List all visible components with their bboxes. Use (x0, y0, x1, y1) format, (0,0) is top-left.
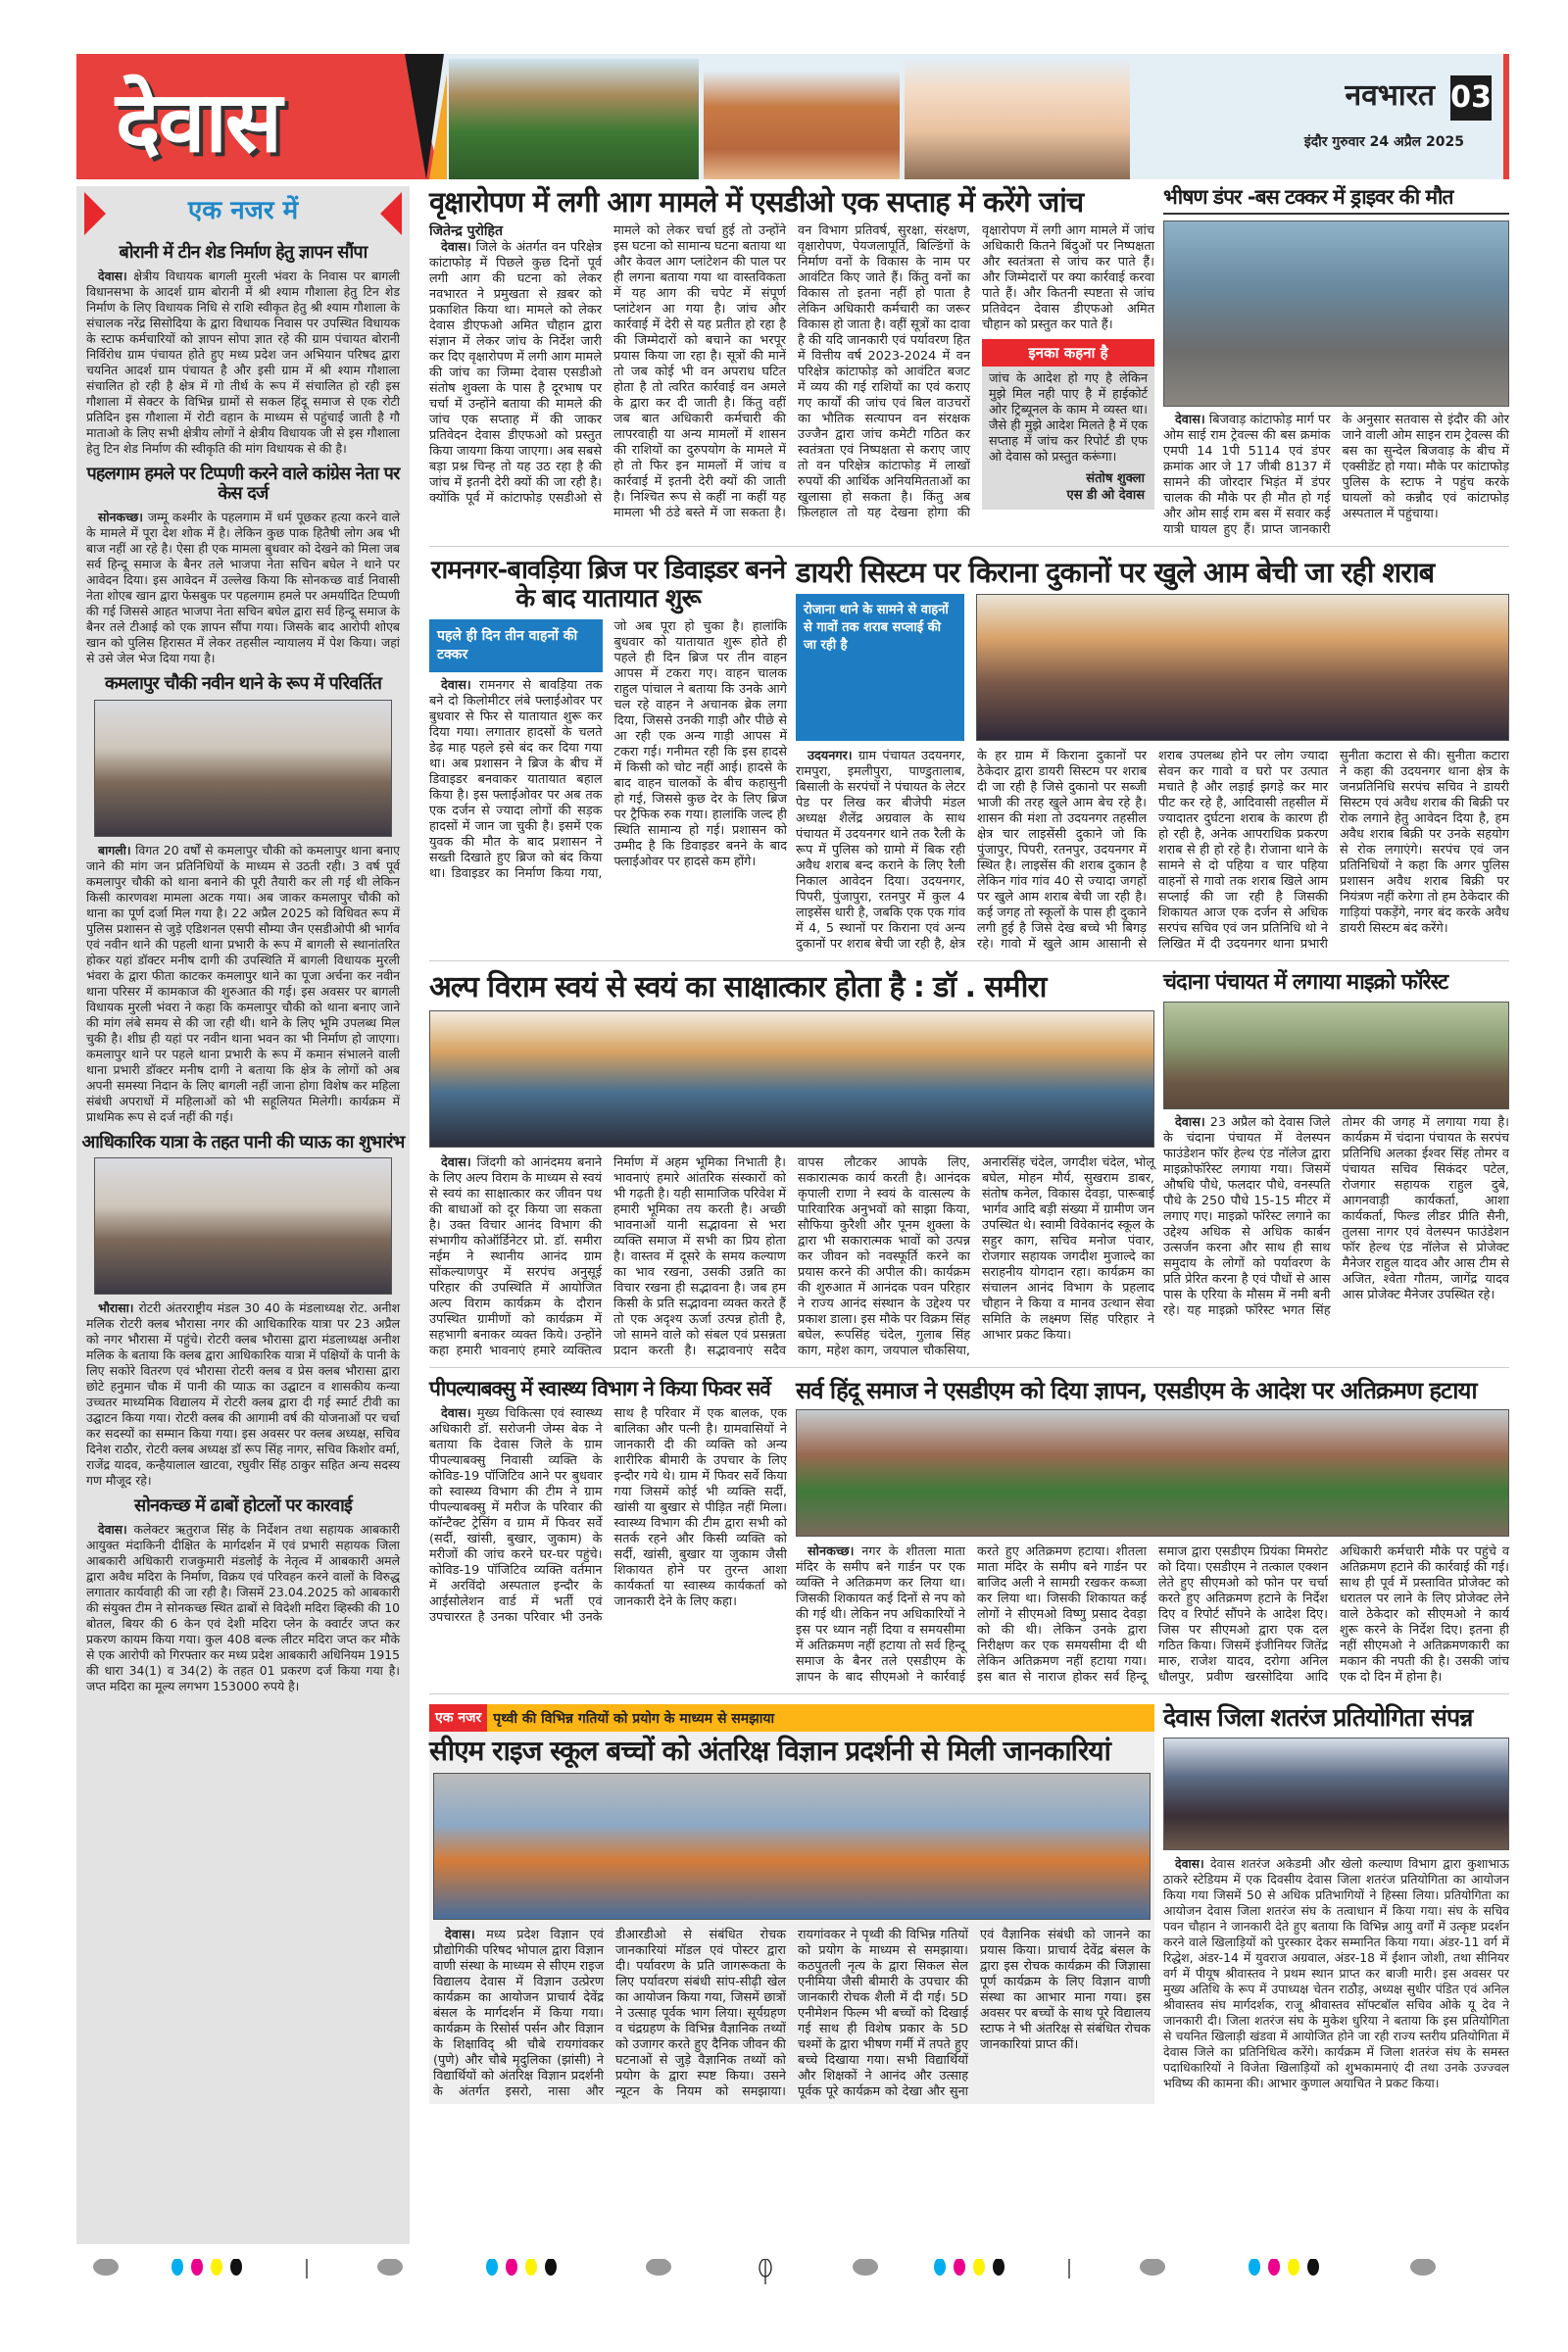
dateline: देवास। (98, 268, 127, 283)
brief-text: क्षेत्रीय विधायक बागली मुरली भंवरा के निवास पर बागली विधानसभा के आदर्श ग्राम बोरानी में श्री श्याम गौशाला हेतु टिन शेड निर्माण के लिए विधायक निधि से राशि स्वीकृत हेतु श्री श्याम गौशाला के संचालक नरेंद्र सिसोदिया के द्वारा विधायक निवास पर उपस्थित विधायक के स्टाफ कर्मचारियों को ज्ञापन सोपा ज्ञात रहे की ग्राम पंचायत बोरानी निर्विरोध ग्राम पंचायत होते हुए मध्य प्रदेश जन अभियान परिषद द्वारा चयनित आदर्श ग्राम पंचायत है और इसी ग्राम में श्री श्याम गौशाला संचालित हो रही है क्षेत्र में गो तीर्थ के रूप में संचालित हो रही इस गौशाला में सेक्टर के विभिन्न ग्रामों से सकल हिंदू समाज से एक रोटी प्रतिदिन इस गौशाला में रोटी वहान के माध्यम से पहुंचाई जाती है गौ माताओ के लिए सभी क्षेत्रीय लोगों ने क्षेत्रीय विधायक जी से इस गौशाला हेतु टिन शेड निर्माण की स्वीकृति की मांग विधायक से की है। (86, 268, 400, 456)
print-registration-marks (0, 2259, 1568, 2298)
headline: डायरी सिस्टम पर किराना दुकानों पर खुले आम बेची जा रही शराब (796, 555, 1435, 589)
headline: देवास जिला शतरंज प्रतियोगिता संपन्न (1163, 1703, 1473, 1733)
brief-story (76, 1496, 410, 1694)
headline: चंदाना पंचायत में लगाया माइक्रो फॉरेस्ट (1163, 969, 1448, 995)
main-news-area (429, 186, 1509, 2244)
news-row (429, 1378, 1509, 1695)
article-chess (1163, 1704, 1509, 2091)
headline: रामनगर-बावड़िया ब्रिज पर डिवाइडर बनने के बाद यातायात शुरू (430, 555, 786, 613)
brief-story (76, 1133, 410, 1490)
byline: जितेन्द्र पुरोहित (429, 223, 503, 240)
brief-text: विगत 20 वर्षों से कमलापुर चौकी को कमलापुर थाना बनाए जाने की मांग जन प्रतिनिधियों के माध्यम से उठती रही। 3 वर्ष पूर्व कमलापुर चौकी को थाना बनाने की पूरी तैयारी कर ली गई थी लेकिन किसी कारणवश मामला अटक गया। अब जाकर कमलापुर चौकी को थाना का पूर्ण दर्जा मिल गया है। 22 अप्रैल 2025 को विधिवत रूप में पुलिस प्रशासन से जुड़े एडिशनल एसपी सौम्या जैन एसडीओपी श्री भार्गव एवं नवीन थाने की पहली थाना प्रभारी के रूप में बागली से स्थानांतरित होकर यहां डॉक्टर मनीष दागी की उपस्थिति में बागली विधायक मुरली भंवरा के द्वारा फीता काटकर कमलापुर थाने का पूजा अर्चना कर नवीन थाना परिसर में कामकाज की शुरुआत की गई। इस अवसर पर बागली विधायक मुरली भंवरा ने कहा कि कमलापुर चौकी को थाना बनाए जाने की मांग लंबे समय से की जा रही थी। थाने के लिए भूमि उपलब्ध मिल चुकी है। शीघ्र ही यहां पर नवीन थाना भवन का भी निर्माण हो जाएगा। कमलापुर थाने पर पहले थाना प्रभारी के रूप में कमान संभालने वाली थाना प्रभारी डॉक्टर मनीष दागी ने बताया कि क्षेत्र के लोगों को अब अपनी समस्या निदान के लिए बागली नहीं जाना होगा विशेष कर महिला संबंधी अपराधों में महिलाओं को भी सहूलियत मिलेगी। कार्यक्रम में प्राथमिक रूप से दर्ज नहीं की गई। (86, 842, 400, 1124)
article-text: मुख्य चिकित्सा एवं स्वास्थ्य अधिकारी डॉ. सरोजनी जेम्स बेक ने बताया कि देवास जिले के ग्राम पीपल्याबक्सु निवासी व्यक्ति के कोविड-19 पॉजिटिव आने पर बुधवार को स्वास्थ्य विभाग की टीम ने ग्राम पीपल्याबक्सु में मरीज के परिवार की कॉन्टैक्ट ट्रेसिंग व ग्राम में फिवर सर्वे (सर्दी, खांसी, बुखार, जुकाम) के मरीजों की जांच करने घर-घर पहुंचे। कोविड-19 पॉजिटिव व्यक्ति वर्तमान में अरविंदो अस्पताल इन्दौर के आईसोलेशन वार्ड में भर्ती एवं उपचाररत है उनका परिवार भी उनके साथ है परिवार में एक बालक, एक बालिका और पत्नी है। ग्रामवासियों ने जानकारी दी की व्यक्ति को अन्य शारीरिक बीमारी के उपचार के लिए इन्दौर गये थे। ग्राम में फिवर सर्वे किया गया जिसमें कोई भी व्यक्ति सर्दी, खांसी या बुखार से पीड़ित नहीं मिला। स्वास्थ्य विभाग की टीम द्वारा सभी को सतर्क रहने और किसी व्यक्ति को सर्दी, खांसी, बुखार या जुकाम जैसी शिकायत होने पर तुरन्त आशा कार्यकर्ता या स्वास्थ्य कार्यकर्ता को जानकारी देने के लिए कहा। (429, 1406, 787, 1626)
dateline: देवास। (441, 1154, 471, 1170)
exhibition-photo (433, 1773, 1151, 1920)
brief-story (76, 674, 410, 1125)
article-text: देवास शतरंज अकेडमी और खेलो कल्याण विभाग द्वारा कुशाभाऊ ठाकरे स्टेडियम में एक दिवसीय देवास जिला शतरंज प्रतियोगिता का आयोजन किया गया जिसमें 50 से अधिक प्रतिभागियों ने हिस्सा लिया। प्रतियोगिता का आयोजन देवास जिला शतरंज संघ के तत्वाधान में किया गया। संघ के सचिव पवन चौहान ने जानकारी देते हुए बताया कि विभिन्न आयु वर्गों में उत्कृष्ट प्रदर्शन करने वाले खिलाड़ियों को पुरस्कार देकर सम्मानित किया गया। अंडर-11 वर्ग में रिद्धेश, अंडर-14 में युवराज अग्रवाल, अंडर-18 में ईशान जोशी, तथा सीनियर वर्ग में पीयूष श्रीवास्तव ने प्रथम स्थान प्राप्त कर बाजी मारी। इस अवसर पर मुख्य अतिथि के रूप में उपाध्यक्ष चेतन राठौड़, अध्यक्ष सुधीर पंडित एवं अनिल श्रीवास्तव संघ मार्गदर्शक, राजू श्रीवास्तव सॉफ्टबॉल सचिव ओके यू देव ने जानकारी दी। जिला शतरंज संघ के मुकेश धुरिया ने बताया कि इस प्रतियोगिता से चयनित खिलाड़ी खंडवा में आयोजित होने जा रही राज्य स्तरीय प्रतियोगिता में देवास जिले का प्रतिनिधित्व करेंगे। कार्यक्रम में जिला शतरंज संघ के समस्त पदाधिकारियों ने विजेता खिलाड़ियों को शुभकामनाएं दी तथा उनके उज्ज्वल भविष्य की कामना की। आभार कुणाल अयाचित ने प्रकट किया। (1163, 1856, 1509, 2091)
article-text: जिले के अंतर्गत वन परिक्षेत्र कांटाफोड़ में पिछले कुछ दिनों पूर्व लगी आग की घटना को लेकर नवभारत ने प्रमुखता से ख़बर को प्रकाशित किया था। मामले को लेकर देवास डीएफओ अमित चौहान द्वारा संज्ञान में लेकर जांच के निर्देश जारी कर दिए वृक्षारोपण में लगी आग मामले की जांच का जिम्मा देवास एसडीओ संतोष शुक्ला के पास है दूरभाष पर चर्चा में उन्होंने बताया की मामले की जांच एक सप्ताह में की जाकर प्रतिवेदन देवास डीएफओ को प्रस्तुत किया जायगा किया जाएगा। अब सबसे बड़ा प्रश्न चिन्ह तो यह उठ रहा है की जांच में इतनी देरी क्यों की जा रही है। क्योंकि पूर्व में कांटाफोड़ एसडीओ से मामले को लेकर चर्चा हुई तो उन्होंने इस घटना को सामान्य घटना बताया था और केवल आग प्लांटेशन की पाल पर ही लगना बताया गया था वास्तविकता में यह आग की चपेट में संपूर्ण प्लांटेशन आ गया है। जांच और कार्रवाई में देरी से यह प्रतीत हो रहा है की जिम्मेदारों को बचाने का भरपूर प्रयास किया जा रहा है। सूत्रों की मानें तो जब कोई भी वन अपराध घटित होता है तो त्वरित कार्रवाई वन अमले के द्वारा कर दी जाती है। किंतु वहीं जब बात अधिकारी कर्मचारी की लापरवाही या अन्य मामलों में शासन की राशियों का दुरुपयोग के मामले में हो तो फिर इन मामलों में जांच व कार्रवाई में इतनी देरी क्यों की जाती है। निश्चित रूप से कहीं ना कहीं यह मामला भी ठंडे बस्ते में जा सकता है। वन विभाग प्रतिवर्ष, सुरक्षा, संरक्षण, वृक्षारोपण, पेयजलापूर्ति, बिल्डिंगों के निर्माण वनों के विकास के नाम पर आवंटित किए जाते हैं। किंतु वनों का विकास तो इतना नहीं हो पाता है लेकिन अधिकारी कर्मचारी का जरूर विकास हो जाता है। वहीं सूत्रों का दावा है की यदि जानकारी एवं पर्यावरण हित में वित्तीय वर्ष 2023-2024 में वन परिक्षेत्र कांटाफोड़ को आवंटित बजट में व्यय की गई राशियों का एवं कराए गए कार्यों की जांच एवं बिल वाउचरों का भौतिक सत्यापन वन संरक्षक उज्जैन द्वारा जांच कमेटी गठित कर स्वतंत्रता एवं निष्पक्षता से कराए जाए तो वन परिक्षेत्र कांटाफोड़ में लाखों रुपयों की आर्थिक अनियमितताओं का खुलासा हो सकता है। किंतु अब फ़िलहाल तो यह देखना होगा की वृक्षारोपण में लगी आग मामले में जांच अधिकारी कितने बिंदुओं पर निष्पक्षता और स्वतंत्रता से जांच कर पाते हैं। और जिम्मेदारों पर क्या कार्रवाई करवा पाते हैं। और कितनी स्पष्टता से जांच प्रतिवेदन देवास डीएफओ अमित चौहान को प्रस्तुत कर पाते हैं। (429, 223, 1154, 521)
chess-winners-photo (1163, 1738, 1509, 1850)
dateline: देवास। (441, 1406, 471, 1422)
liquor-top (796, 594, 1509, 741)
brief-text: कलेक्टर ऋतुराज सिंह के निर्देशन तथा सहायक आबकारी आयुक्त मंदाकिनी दीक्षित के मार्गदर्शन में एवं प्रभारी सहायक जिला आबकारी अधिकारी राजकुमारी मंडलोई के नेतृत्व में आबकारी अमले द्वारा अवैध मदिरा के निर्माण, विक्रय एवं परिवहन करने वालों के विरुद्ध लगातार कार्यवाही की जा रही है। जिसमें 23.04.2025 को आबकारी की संयुक्त टीम ने सोनकच्छ स्थित ढाबों से विदेशी मदिरा व्हिस्की की 10 बोतल, बियर की 6 केन एवं देशी मदिरा प्लेन के क्वार्टर जप्त कर प्रकरण कायम किया गया। कुल 408 बल्क लीटर मदिरा जप्त कर मौके से एक आरोपी को गिरफ्तार कर मध्य प्रदेश आबकारी अधिनियम 1915 की धारा 34(1) व 34(2) के तहत 01 प्रकरण दर्ज किया गया है। जप्त मदिरा का मूल्य लगभग 153000 रुपये है। (86, 1522, 400, 1694)
news-row (429, 1704, 1509, 2111)
highlight-box: रोजाना थाने के सामने से वाहनों से गावों तक शराब सप्लाई की जा रही है (796, 594, 964, 741)
at-a-glance-header (76, 186, 410, 235)
dateline: देवास। (445, 1927, 475, 1942)
article-accident (1163, 186, 1509, 538)
dateline: देवास। (1175, 412, 1205, 427)
at-a-glance-column (76, 186, 410, 2244)
article-text: 23 अप्रैल को देवास जिले के चंदाना पंचायत में वेलस्पन फाउंडेशन फॉर हेल्थ एंड नॉलेज द्वारा माइक्रोफॉरेस्ट लगाया गया। जिसमें औषधि पौधे, फलदार पौधे, वनस्पति पौधे के 250 पौधे 15-15 मीटर में लगाए गए। माइक्रो फॉरेस्ट लगाने का उद्देश्य अधिक से अधिक कार्बन उत्सर्जन करना और साथ ही साथ समुदाय के लोगों को पर्यावरण के प्रति प्रेरित करना है एवं पौधों से आस पास के एरिया के मौसम में नमी बनी रहे। यह माइक्रो फॉरेस्ट भगत सिंह तोमर की जगह में लगाया गया है। कार्यक्रम में चंदाना पंचायत के सरपंच प्रतिनिधि अलका ईश्वर सिंह तोमर व पंचायत सचिव सिकंदर पटेल, रोजगार सहायक राहुल दुबे, आगनवाड़ी कार्यकर्ता, आशा कार्यकर्ता, फिल्ड लीडर प्रीति सैनी, तुलसा नागर एवं वेलस्पन फाउंडेशन फॉर हेल्थ एंड नॉलेज से प्रोजेक्ट मैनेजर राहुल यादव और आस टीम से अजित, श्वेता गौतम, जागेंद्र यादव आस प्रोजेक्ट मैनेजर उपस्थित रहे। (1163, 1114, 1509, 1318)
brief-story (76, 243, 410, 457)
article-text: नगर के शीतला माता मंदिर के समीप बने गार्डन पर एक व्यक्ति ने अतिक्रमण कर लिया था। जिसकी शिकायत कई दिनों से नप को की गई थी। लेकिन नप अधिकारियों ने इस पर ध्यान नहीं दिया व समयसीमा में अतिक्रमण नहीं हटाया तो सर्व हिन्दू समाज के बैनर तले एसडीएम के ज्ञापन के बाद सीएमओ ने कार्रवाई करते हुए अतिक्रमण हटाया। शीतला माता मंदिर के समीप बने गार्डन पर बाजिद अली ने सामग्री रखकर कब्जा कर लिया था। जिसकी शिकायत कई लोगों ने सीएमओ विष्णु प्रसाद देवड़ा को की थी। लेकिन उनके द्वारा निरीक्षण कर एक समयसीमा दी थी लेकिन अतिक्रमण नहीं हटाया गया। इस बात से नाराज होकर सर्व हिन्दू समाज द्वारा एसडीएम प्रियंका मिमरोट को दिया। एसडीएम ने तत्काल एक्शन लेते हुए सीएमओ को फोन पर चर्चा करते हुए अतिक्रमण हटाने के निर्देश दिए व रिपोर्ट सौंपने के आदेश दिए। जिस पर सीएमओ द्वारा एक दल गठित किया। जिसमें इंजीनियर जितेंद्र मारु, राजेश यादव, दरोगा अनिल धौलपुर, प्रवीण खरसोदिया आदि अधिकारी कर्मचारी मौके पर पहुंचे व अतिक्रमण हटाने की कार्रवाई की गई। साथ ही पूर्व में प्रस्तावित प्रोजेक्ट को धरातल पर लाने के लिए प्रोजेक्ट लेने वाले ठेकेदार को सीएमओ ने कार्य शुरू करने के निर्देश दिए। इतना ही नहीं सीएमओ ने अतिक्रमणकारी का मकान की नपती की है। उसकी जांच एक दो दिन में होना है। (796, 1544, 1509, 1686)
dateline: देवास। (98, 1522, 127, 1538)
brief-text: रोटरी अंतरराष्ट्रीय मंडल 30 40 के मंडलाध्यक्ष रोट. अनीश मलिक रोटरी क्लब भौरासा नगर की आधिकारिक यात्रा पर 23 अप्रैल को नगर भौरासा में पहुंचे। रोटरी क्लब भौरासा द्वारा मंडलाध्यक्ष अनीश मलिक के बताया कि क्लब द्वारा आधिकारिक यात्रा में पक्षियों के पानी के लिए सकोरे वितरण एवं भौरासा रोटरी क्लब व प्रेस क्लब भौरासा द्वारा छोटे हनुमान चौक में पानी की प्याऊ का उद्घाटन व शासकीय कन्या उच्चतर माध्यमिक विद्यालय में रोटरी क्लब द्वारा दी गई स्मार्ट टीवी का उद्घाटन किया गया। रोटरी क्लब की आगामी वर्ष की योजनाओं पर चर्चा कर सदस्यों का सम्मान किया गया। इस अवसर पर क्लब अध्यक्ष, सचिव दिनेश राठौर, रोटरी क्लब अध्यक्ष डॉ रूप सिंह नागर, सचिव किशोर वर्मा, राजेंद्र यादव, कन्हैयालाल खाटवा, रघुवीर सिंह ठाकुर सहित अन्य सदस्य गण मौजूद रहे। (86, 1300, 400, 1489)
headline: वृक्षारोपण में लगी आग मामले में एसडीओ एक सप्ताह में करेंगे जांच (429, 185, 1084, 219)
article-plantation-fire (429, 186, 1154, 521)
news-row (429, 557, 1509, 961)
article-science-exhibition (429, 1704, 1154, 2103)
dateline: उदयनगर। (808, 748, 853, 763)
quote-designation: एस डी ओ देवास (1066, 488, 1145, 504)
dateline: देवास। (441, 240, 471, 256)
memorandum-photo (976, 594, 1509, 741)
triangle-right-icon (84, 192, 106, 235)
headline: सीएम राइज स्कूल बच्चों को अंतरिक्ष विज्ञान प्रदर्शनी से मिली जानकारियां (429, 1735, 1110, 1768)
headline: अल्प विराम स्वयं से स्वयं का साक्षात्कार होता है : डॉ . समीरा (429, 969, 1047, 1004)
headline: पीपल्याबक्सु में स्वास्थ्य विभाग ने किया फिवर सर्वे (429, 1376, 770, 1400)
headline: सर्व हिंदू समाज ने एसडीएम को दिया ज्ञापन, एसडीएम के आदेश पर अतिक्रमण हटाया (796, 1376, 1477, 1404)
article-micro-forest (1163, 971, 1509, 1319)
article-text: बिजवाड़ कांटाफोड़ मार्ग पर ओम साई राम ट्रेवल्स की बस क्रमांक एमपी 14 1पी 5114 एवं डंपर क्रमांक आर जे 17 जीबी 8137 में सामने की जोरदार भिड़ंत में डंपर चालक की मौके पर ही मौत हो गई और ओम साई राम बस में सवार कई यात्री घायल हुए हैं। प्राप्त जानकारी के अनुसार सतवास से इंदौर की ओर जाने वाली ओम साइन राम ट्रेवल्स की बस का सुन्देल बिजवाड़ के बीच में एक्सीडेंट हो गया। मौके पर कांटाफोड़ पुलिस के स्टाफ ने पहुंच करके घायलों को कन्नौद एवं कांटाफोड़ अस्पताल में पहुंचाया। (1163, 412, 1509, 537)
quote-box (982, 339, 1154, 510)
brief-story (76, 465, 410, 666)
water-kiosk-photo (94, 1157, 392, 1295)
encroachment-photo (796, 1409, 1509, 1537)
headline: भीषण डंपर -बस टक्कर में ड्राइवर की मौत (1163, 186, 1509, 215)
brief-headline: आधिकारिक यात्रा के तहत पानी की प्याऊ का शुभारंभ (81, 1131, 405, 1152)
brief-headline: बोरानी में टीन शेड निर्माण हेतु ज्ञापन सौंपा (119, 242, 368, 263)
kicker-tag: एक नजर (429, 1704, 487, 1732)
dateline: देवास। (441, 677, 471, 693)
article-text: जिंदगी को आनंदमय बनाने के लिए अल्प विराम के माध्यम से स्वयं से स्वयं का साक्षात्कार कर जीवन पथ की बाधाओं को दूर किया जा सकता है। उक्त विचार आनंद विभाग की संभागीय कोऑर्डिनेटर प्रो. डॉ. समीरा नईम ने स्थानीय आनंद ग्राम सोंकल्याणपुर में सरपंच अनुसूई परिहार की उपस्थिति में आयोजित अल्प विराम कार्यक्रम के दौरान उपस्थित ग्रामीणों को कार्यक्रम में सहभागी बनाकर व्यक्त किये। उन्होंने कहा हमारी भावनाएं हमारे व्यक्तित्व निर्माण में अहम भूमिका निभाती है। भावनाएं हमारे आंतरिक संस्कारों को भी गढ़ती है। यही सामाजिक परिवेश में हमारी भूमिका तय करती है। अच्छी भावनाओं यानी सद्भावना से भरा व्यक्ति समाज में सभी का प्रिय होता है। वास्तव में दूसरे के समय कल्याण का भाव रखना, उसकी उन्नति का विचार रखना ही सद्भावना है। जब हम किसी के प्रति सद्भावना व्यक्त करते हैं तो एक अदृश्य ऊर्जा उत्पन्न होती है, जो सामने वाले को संबल एवं प्रसन्नता प्रदान करती है। सद्भावनाएं सदैव वापस लौटकर आपके लिए, सकारात्मक कार्य करती है। आनंदक कृपाली राणा ने स्वयं के वात्सल्य के पारिवारिक अनुभवों को साझा किया, सौफिया कुरैशी और पूनम शुक्ला के द्वारा भी सकारात्मक भावों को उत्पन्न कर जीवन को नवस्फूर्ति करने का प्रयास करने की अपील की। कार्यक्रम की शुरुआत में आनंदक पवन परिहार ने राज्य आनंद संस्थान के उद्देश्य पर प्रकाश डाला। इस मौके पर विक्रम सिंह बघेल, रूपसिंह चंदेल, गुलाब सिंह काग, महेश काग, जयपाल चौकसिया, अनारसिंह चंदेल, जगदीश चंदेल, भोलू बघेल, मोहन मौर्य, सुखराम डाबर, संतोष कनेल, विकास देवड़ा, पारूबाई भार्गव आदि बड़ी संख्या में ग्रामीण जन उपस्थित थे। स्वामी विवेकानंद स्कूल के सहुर काग, सचिव मनोज पंवार, रोजगार सहायक जगदीश मुजाल्दे का सराहनीय योगदान रहा। कार्यक्रम का संचालन आनंद विभाग के प्रहलाद चौहान ने किया व मानव उत्थान सेवा समिति के लक्ष्मण सिंह परिहार ने आभार प्रकट किया। (429, 1154, 1154, 1358)
brief-headline: पहलगाम हमले पर टिप्पणी करने वाले कांग्रेस नेता पर केस दर्ज (86, 463, 400, 505)
dateline: सोनकच्छ। (808, 1544, 855, 1560)
highlight-box: पहले ही दिन तीन वाहनों की टक्कर (429, 619, 603, 672)
news-row (429, 971, 1509, 1368)
section-title: देवास (116, 74, 280, 172)
police-station-photo (94, 700, 392, 837)
article-fever-survey (429, 1378, 787, 1627)
article-text: रामनगर से बावड़िया तक बने दो किलोमीटर लंबे फ्लाईओवर पर बुधवार से फिर से यातायात शुरू कर दिया गया। लगातार हादसों के चलते डेढ़ माह पहले इसे बंद कर दिया गया था। अब प्रशासन ने ब्रिज के बीच में डिवाइडर बनवाकर यातायात बहाल किया है। इस फ्लाईओवर पर अब तक एक दर्जन से ज्यादा लोगों की सड़क हादसों में जान जा चुकी है। इसमें एक युवक की मौत के बाद प्रशासन ने सख्ती दिखाते हुए ब्रिज को बंद किया था। डिवाइडर का निर्माण किया गया, जो अब पूरा हो चुका है। हालांकि बुधवार को यातायात शुरू होते ही पहले ही दिन ब्रिज पर तीन वाहन आपस में टकरा गए। वाहन चालक राहुल पांचाल ने बताया कि उनके आगे चल रहे वाहन ने अचानक ब्रेक लगा दिया, जिससे उनकी गाड़ी और पीछे से आ रही एक अन्य गाड़ी आपस में टकरा गई। गनीमत रही कि इस हादसे में किसी को चोट नहीं आई। हादसे के बाद वाहन चालकों के बीच कहासुनी हो गई, जिससे कुछ देर के लिए ब्रिज पर ट्रैफिक रुक गया। हालांकि जल्द ही स्थिति सामान्य हो गई। प्रशासन को उम्मीद है कि डिवाइडर बनने के बाद फ्लाईओवर पर हादसे कम होंगे। (429, 618, 787, 881)
program-photo (429, 1010, 1154, 1148)
article-text: मध्य प्रदेश विज्ञान एवं प्रौद्योगिकी परिषद भोपाल द्वारा विज्ञान वाणी संस्था के माध्यम से सीएम राइज विद्यालय देवास में विज्ञान उत्प्रेरण कार्यक्रम का आयोजन प्राचार्य देवेंद्र बंसल के मार्गदर्शन में किया गया। कार्यक्रम के रिसोर्स पर्सन और विज्ञान के शिक्षाविद् श्री चौबे रायगांवकर (पुणे) और चौबे मृदुलिका (झांसी) ने विद्यार्थियों को अंतरिक्ष विज्ञान प्रदर्शनी के अंतर्गत इसरो, नासा और डीआरडीओ से संबंधित रोचक जानकारियां मॉडल एवं पोस्टर द्वारा दी। पर्यावरण के प्रति जागरूकता के लिए पर्यावरण संबंधी सांप-सीढ़ी खेल का आयोजन किया गया, जिसमें छात्रों ने उत्साह पूर्वक भाग लिया। सूर्यग्रहण व चंद्रग्रहण के विभिन्न वैज्ञानिक तथ्यों को उजागर करते हुए दैनिक जीवन की घटनाओं से जुड़े वैज्ञानिक तथ्यों को प्रयोग के द्वारा स्पष्ट किया। उसने न्यूटन के नियम को समझाया। रायगांवकर ने पृथ्वी की विभिन्न गतियों को प्रयोग के माध्यम से समझाया। कठपुतली नृत्य के द्वारा सिकल सेल एनीमिया जैसी बीमारी के उपचार की जानकारी रोचक शैली में दी गई। 5D एनीमेशन फिल्म भी बच्चों को दिखाई गई साथ ही विशेष प्रकार के 5D चश्मों के द्वारा भीषण गर्मी में तपते हुए बच्चे दिखाया गया। सभी विद्यार्थियों और शिक्षकों ने आनंद और उत्साह पूर्वक पूरे कार्यक्रम को देखा और सुना एवं वैज्ञानिक संबंधी को जानने का प्रयास किया। प्राचार्य देवेंद्र बंसल के द्वारा इस रोचक कार्यक्रम की जिज्ञासा पूर्ण कार्यक्रम के लिए विज्ञान वाणी संस्था का आभार माना गया। इस अवसर पर बच्चों के साथ पूरे विद्यालय स्टाफ ने भी अंतरिक्ष से संबंधित रोचक जानकारियां प्राप्त कीं। (433, 1927, 1151, 2099)
article-encroachment (796, 1378, 1509, 1687)
triangle-left-icon (380, 192, 402, 235)
article-alp-viram (429, 971, 1154, 1359)
news-row (429, 186, 1509, 547)
brief-text: जम्मू कश्मीर के पहलगाम में धर्म पूछकर हत्या करने वाले के मामले में पूरा देश शोक में है। लेकिन कुछ पाक हितैषी लोग अब भी बाज नहीं आ रहे है। ऐसा ही एक मामला बुधवार को देखने को मिला जब सर्व हिन्दू समाज के बैनर तले भाजपा नेता सचिन बघेल ने थाने पर आवेदन दिया। इस आवेदन में उल्लेख किया कि सोनकच्छ वार्ड निवासी नेता शोएब खान द्वारा फेसबुक पर पहलगाम हमले पर अमर्यादित टिप्पणी की गई जिससे आहत भाजपा नेता सचिन बघेल द्वारा सर्व हिन्दू समाज के बैनर तले टीआई को एक ज्ञापन सौंपा गया। जिसके बाद आरोपी शोएब खान को पुलिस हिरासत में लेकर तहसील न्यायालय में पेश किया। जहां से उसे जेल भेज दिया गया है। (86, 510, 400, 666)
article-text: ग्राम पंचायत उदयनगर, रामपुरा, इमलीपुरा, पाण्डुतालाब, बिसाली के सरपंचों ने पंचायत के लेटर पेड पर लिख कर बीजेपी मंडल अध्यक्ष शैलेंद्र अग्रवाल के साथ पंचायत में उदयनगर थाने तक रैली के रूप में पुलिस को ग्रामो में बिक रही अवैध शराब बन्द कराने के लिए रैली निकाल आवेदन दिया। उदयनगर, पिपरी, पुंजापुरा, रतनपुर में कुल 4 लाइसेंस धारी है, जबकि एक एक गांव में 4, 5 स्थानों पर किराना एवं अन्य दुकानों पर शराब बेची जा रही है, क्षेत्र के हर ग्राम में किराना दुकानों पर ठेकेदार द्वारा डायरी सिस्टम पर शराब दी जा रही है जिसे दुकानो पर सब्जी भाजी की तरह खुले आम बेच रहे है। शासन की मंशा तो उदयनगर तहसील क्षेत्र चार लाइसेंसी दुकाने जो कि पुंजापुर, पिपरी, रतनपुर, उदयनगर में स्थित है। लाइसेंस की शराब दुकान है लेकिन गांव गांव 40 से ज्यादा जगहों पर खुले आम शराब बेची जा रही है। कई जगह तो स्कूलों के पास ही दुकाने लगी हुई है जिसे देख बच्चे भी बिगड़ रहे। गावो में खुले आम आसानी से शराब उपलब्ध होने पर लोग ज्यादा सेवन कर गावो व घरो पर उत्पात मचाते है और लड़ाई झगड़े कर मार पीट कर रहे है, आदिवासी तहसील में ज्यादातर दुर्घटना शराब के कारण ही हो रही है, अनेक आपराधिक प्रकरण शराब से ही हो रहे है। रोजाना थाने के सामने से दो पहिया व चार पहिया वाहनों से गावो तक शराब खिले आम सप्लाई की जा रही है जिसकी शिकायत आज एक दर्जन से अधिक सरपंच सचिव एवं जन प्रतिनिधि थो ने लिखित में दी उदयनगर थाना प्रभारी सुनीता कटारा से की। सुनीता कटारा ने कहा की उदयनगर थाना क्षेत्र के जनप्रतिनिधि सरपंच सचिव ने डायरी सिस्टम एवं अवैध शराब की बिक्री पर रोक लगाने हेतु आवेदन दिया है, हम अवैध शराब बिक्री पर उनके सहयोग से रोक लगाएंगे। सरपंच एवं जन प्रतिनिधियों ने कहा कि अगर पुलिस प्रशासन अवैध शराब बिक्री पर नियंत्रण नहीं करेगा तो हम ठेकेदार की गाड़ियां पकड़ेंगे, नगर बंद करके अवैध डायरी सिस्टम बंद करेंगे। (796, 748, 1509, 952)
quote-text: जांच के आदेश हो गए है लेकिन मुझे मिल नही पाए है में हाईकोर्ट ओर ट्रिब्यूनल के काम मे व्यस्त था। जैसे ही मुझे आदेश मिलते है में एक सप्ताह में जांच कर रिपोर्ट डी एफ ओ देवास को प्रस्तुत करूंगा। (989, 371, 1148, 466)
at-a-glance-title: एक नजर में (187, 196, 299, 225)
dateline: बागली। (98, 842, 131, 858)
masthead (76, 54, 1509, 179)
gate-image (905, 59, 1130, 179)
newspaper-logo: नवभारत (1345, 78, 1435, 113)
temple-hill-image (449, 59, 699, 179)
page-content (76, 186, 1509, 2244)
brief-headline: सोनकच्छ में ढाबों होटलों पर कारवाई (133, 1495, 353, 1517)
date-line: इंदौर गुरुवार 24 अप्रैल 2025 (1303, 134, 1464, 150)
dateline: भौरासा। (98, 1300, 134, 1316)
dateline: देवास। (1175, 1856, 1204, 1872)
kicker-band (429, 1704, 1154, 1732)
dateline: सोनकच्छ। (98, 510, 143, 525)
quote-box-title: इनका कहना है (982, 339, 1154, 367)
article-liquor (796, 557, 1509, 953)
kicker-text: पृथ्वी की विभिन्न गतियों को प्रयोग के माध्यम से समझाया (493, 1710, 775, 1727)
quote-author: संतोष शुक्ला (1086, 471, 1145, 487)
statue-image (704, 59, 900, 179)
micro-forest-photo (1163, 1002, 1509, 1109)
page-number: 03 (1450, 75, 1492, 121)
registration-marks-icon (0, 2259, 1568, 2298)
article-bridge (429, 557, 787, 882)
brief-headline: कमलापुर चौकी नवीन थाने के रूप में परिवर्तित (104, 673, 382, 695)
dateline: देवास। (1175, 1114, 1205, 1130)
accident-photo (1163, 220, 1509, 407)
